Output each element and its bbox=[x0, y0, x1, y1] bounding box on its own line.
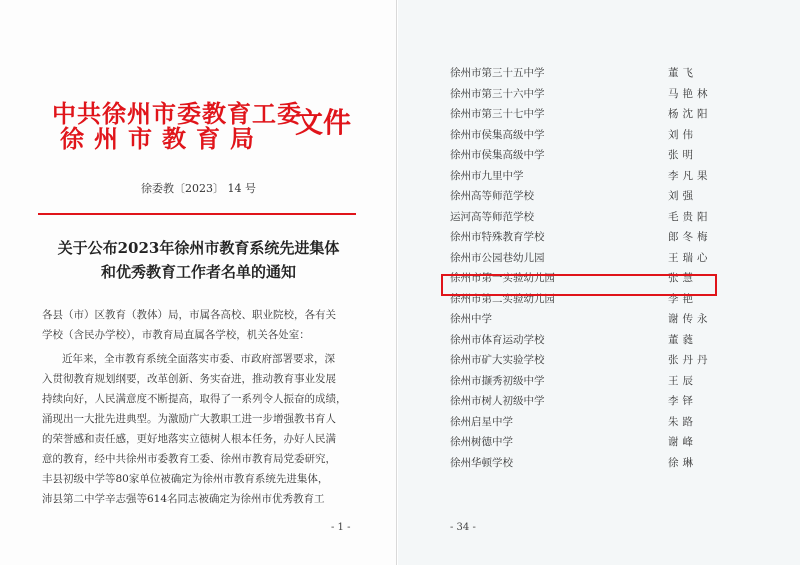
list-item bbox=[398, 431, 800, 452]
body-line: 丰县初级中学等80家单位被确定为徐州市教育系统先进集体， bbox=[42, 473, 329, 485]
person-name: 朱路 bbox=[668, 415, 697, 428]
honor-list bbox=[398, 62, 800, 472]
notice-title-line-1: 关于公布2023年徐州市教育系统先进集体 bbox=[57, 239, 340, 257]
unit-name: 徐州市侯集高级中学 bbox=[450, 149, 545, 161]
unit-name: 徐州华顿学校 bbox=[450, 456, 513, 469]
body-line: 持续向好，人民满意度不断提高，取得了一系列令人振奋的成绩， bbox=[42, 393, 347, 405]
unit-name: 徐州启星中学 bbox=[450, 415, 513, 428]
unit-name: 徐州市树人初级中学 bbox=[450, 395, 545, 407]
person-name: 谢传永 bbox=[668, 313, 712, 325]
person-name: 马艳林 bbox=[668, 87, 712, 100]
person-name: 刘强 bbox=[668, 190, 697, 202]
person-name: 李艳 bbox=[668, 292, 697, 305]
list-item bbox=[398, 165, 800, 186]
person-name: 张丹丹 bbox=[668, 354, 712, 366]
unit-name: 徐州市矿大实验学校 bbox=[450, 354, 545, 366]
notice-title-line-2: 和优秀教育工作者名单的通知 bbox=[100, 263, 296, 281]
list-item bbox=[398, 226, 800, 247]
document-number: 徐委教〔2023〕 14 号 bbox=[141, 182, 256, 195]
header-issuer-2: 徐州市教育局 bbox=[60, 124, 264, 153]
unit-name: 徐州高等师范学校 bbox=[450, 190, 534, 202]
left-page bbox=[0, 0, 397, 565]
highlight-box bbox=[441, 274, 717, 296]
unit-name: 徐州市体育运动学校 bbox=[450, 333, 545, 346]
person-name: 张明 bbox=[668, 149, 697, 161]
person-name: 谢峰 bbox=[668, 436, 697, 448]
body-line: 入贯彻教育规划纲要，改革创新、务实奋进，推动教育事业发展 bbox=[42, 373, 336, 385]
unit-name: 徐州市公园巷幼儿园 bbox=[450, 251, 545, 264]
person-name: 张慧 bbox=[668, 272, 697, 284]
unit-name: 徐州市第二实验幼儿园 bbox=[450, 292, 555, 305]
person-name: 刘伟 bbox=[668, 128, 697, 141]
person-name: 杨沈阳 bbox=[668, 108, 712, 120]
list-item bbox=[398, 329, 800, 350]
person-name: 毛贵阳 bbox=[668, 210, 712, 223]
person-name: 王辰 bbox=[668, 374, 697, 387]
person-name: 徐琳 bbox=[668, 456, 697, 469]
header-document-label: 文件 bbox=[295, 106, 352, 139]
list-item bbox=[398, 103, 800, 124]
unit-name: 徐州树德中学 bbox=[450, 436, 513, 448]
page-number: - 1 - bbox=[331, 522, 351, 533]
list-item bbox=[398, 452, 800, 473]
unit-name: 徐州市第三十五中学 bbox=[450, 67, 545, 79]
list-item bbox=[398, 206, 800, 227]
person-name: 李铎 bbox=[668, 395, 697, 407]
unit-name: 徐州市九里中学 bbox=[450, 169, 524, 182]
person-name: 董飞 bbox=[668, 67, 697, 79]
list-item bbox=[398, 390, 800, 411]
unit-name: 徐州市第三十六中学 bbox=[450, 87, 545, 100]
body-line: 的荣誉感和责任感，更好地落实立德树人根本任务，办好人民满 bbox=[42, 433, 336, 445]
unit-name: 徐州市撷秀初级中学 bbox=[450, 374, 545, 387]
body-line: 学校（含民办学校），市教育局直属各学校，机关各处室： bbox=[42, 329, 310, 341]
list-item bbox=[398, 185, 800, 206]
person-name: 董蕤 bbox=[668, 333, 697, 346]
unit-name: 徐州市第三十七中学 bbox=[450, 108, 545, 120]
list-item bbox=[398, 144, 800, 165]
list-item bbox=[398, 411, 800, 432]
list-item bbox=[398, 83, 800, 104]
list-item bbox=[398, 308, 800, 329]
page-number: - 34 - bbox=[450, 522, 476, 533]
person-name: 李凡果 bbox=[668, 169, 712, 182]
header-issuer-1: 中共徐州市委教育工委 bbox=[52, 99, 302, 128]
person-name: 王瑞心 bbox=[668, 251, 712, 264]
body-line: 涌现出一大批先进典型。为激励广大教职工进一步增强教书育人 bbox=[42, 413, 336, 425]
list-item bbox=[398, 124, 800, 145]
body-line: 各县（市）区教育（教体）局，市属各高校、职业院校，各有关 bbox=[42, 309, 336, 321]
unit-name: 徐州市侯集高级中学 bbox=[450, 128, 545, 141]
list-item bbox=[398, 247, 800, 268]
body-line: 近年来，全市教育系统全面落实市委、市政府部署要求，深 bbox=[62, 353, 335, 365]
unit-name: 徐州中学 bbox=[450, 313, 492, 325]
unit-name: 徐州市特殊教育学校 bbox=[450, 231, 545, 243]
red-divider bbox=[38, 213, 356, 215]
list-item bbox=[398, 62, 800, 83]
unit-name: 徐州市第一实验幼儿园 bbox=[450, 272, 555, 284]
body-line: 沛县第二中学辛志强等614名同志被确定为徐州市优秀教育工 bbox=[42, 493, 325, 505]
unit-name: 运河高等师范学校 bbox=[450, 210, 534, 223]
person-name: 郎冬梅 bbox=[668, 231, 712, 243]
list-item bbox=[398, 370, 800, 391]
body-line: 意的教育，经中共徐州市委教育工委、徐州市教育局党委研究， bbox=[42, 453, 336, 465]
list-item bbox=[398, 349, 800, 370]
